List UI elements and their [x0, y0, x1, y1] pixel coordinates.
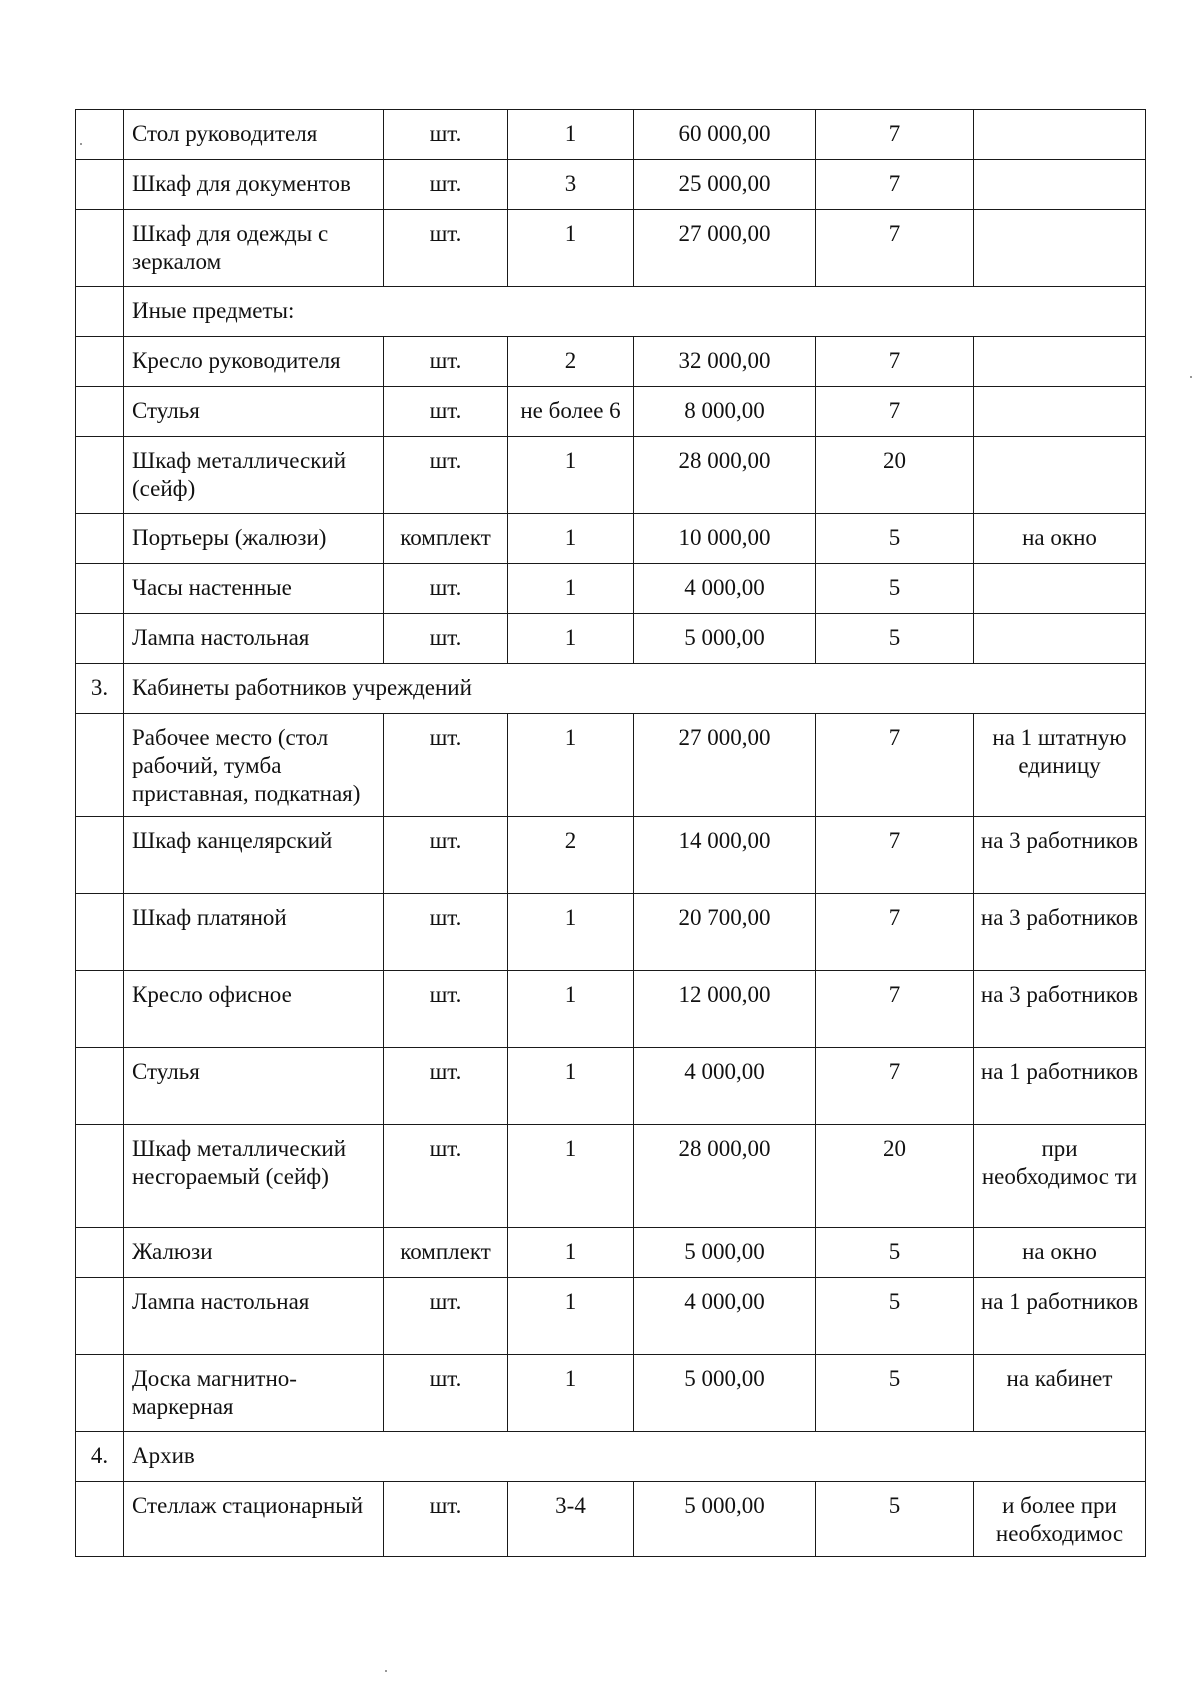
table-row — [76, 1355, 1146, 1432]
price-cell: 27 000,00 — [634, 714, 816, 817]
note-cell: на 1 штатную единицу — [974, 714, 1146, 817]
note-cell: и более при необходимос — [974, 1482, 1146, 1557]
quantity-cell: 1 — [508, 110, 634, 160]
unit-cell: шт. — [384, 894, 508, 971]
service-life-cell: 7 — [816, 714, 974, 817]
service-life-cell: 7 — [816, 817, 974, 894]
table-row — [76, 337, 1146, 387]
quantity-cell: 1 — [508, 210, 634, 287]
section-row — [76, 1432, 1146, 1482]
quantity-cell: 1 — [508, 564, 634, 614]
price-cell: 5 000,00 — [634, 1355, 816, 1432]
table-row — [76, 210, 1146, 287]
section-title-cell: Кабинеты работников учреждений — [124, 664, 1146, 714]
section-row — [76, 664, 1146, 714]
unit-cell: шт. — [384, 160, 508, 210]
row-number-cell — [76, 287, 124, 337]
service-life-cell: 20 — [816, 437, 974, 514]
row-number-cell — [76, 971, 124, 1048]
item-name-cell: Стулья — [124, 1048, 384, 1125]
row-number-cell: 4. — [76, 1432, 124, 1482]
price-cell: 8 000,00 — [634, 387, 816, 437]
unit-cell: шт. — [384, 817, 508, 894]
item-name-cell: Шкаф для документов — [124, 160, 384, 210]
item-name-cell: Рабочее место (стол рабочий, тумба приставная, подкатная) — [124, 714, 384, 817]
unit-cell: комплект — [384, 514, 508, 564]
service-life-cell: 20 — [816, 1125, 974, 1228]
quantity-cell: 1 — [508, 1228, 634, 1278]
table-row — [76, 971, 1146, 1048]
row-number-cell — [76, 514, 124, 564]
note-cell: на 3 работников — [974, 971, 1146, 1048]
unit-cell: шт. — [384, 1482, 508, 1557]
quantity-cell: 2 — [508, 817, 634, 894]
table-row — [76, 714, 1146, 817]
row-number-cell: 3. — [76, 664, 124, 714]
price-cell: 32 000,00 — [634, 337, 816, 387]
unit-cell: шт. — [384, 210, 508, 287]
table-row — [76, 1482, 1146, 1557]
service-life-cell: 7 — [816, 387, 974, 437]
note-cell: на 1 работников — [974, 1278, 1146, 1355]
table-row — [76, 160, 1146, 210]
item-name-cell: Шкаф металлический (сейф) — [124, 437, 384, 514]
note-cell: на окно — [974, 1228, 1146, 1278]
item-name-cell: Стол руководителя — [124, 110, 384, 160]
price-cell: 28 000,00 — [634, 437, 816, 514]
table-row — [76, 437, 1146, 514]
unit-cell: шт. — [384, 564, 508, 614]
item-name-cell: Доска магнитно-маркерная — [124, 1355, 384, 1432]
service-life-cell: 5 — [816, 1228, 974, 1278]
note-cell — [974, 614, 1146, 664]
unit-cell: шт. — [384, 110, 508, 160]
price-cell: 28 000,00 — [634, 1125, 816, 1228]
item-name-cell: Портьеры (жалюзи) — [124, 514, 384, 564]
unit-cell: шт. — [384, 1355, 508, 1432]
scan-speck — [80, 143, 82, 145]
table-row — [76, 1048, 1146, 1125]
quantity-cell: 1 — [508, 714, 634, 817]
price-cell: 60 000,00 — [634, 110, 816, 160]
row-number-cell — [76, 1355, 124, 1432]
table-row — [76, 1278, 1146, 1355]
row-number-cell — [76, 1125, 124, 1228]
item-name-cell: Шкаф платяной — [124, 894, 384, 971]
row-number-cell — [76, 1482, 124, 1557]
item-name-cell: Лампа настольная — [124, 614, 384, 664]
item-name-cell: Часы настенные — [124, 564, 384, 614]
table-row — [76, 564, 1146, 614]
item-name-cell: Шкаф для одежды с зеркалом — [124, 210, 384, 287]
service-life-cell: 7 — [816, 894, 974, 971]
note-cell — [974, 160, 1146, 210]
table-row — [76, 110, 1146, 160]
scan-speck — [385, 1670, 387, 1672]
note-cell: на окно — [974, 514, 1146, 564]
table-row — [76, 817, 1146, 894]
note-cell — [974, 564, 1146, 614]
row-number-cell — [76, 1228, 124, 1278]
item-name-cell: Лампа настольная — [124, 1278, 384, 1355]
unit-cell: шт. — [384, 714, 508, 817]
table-row — [76, 894, 1146, 971]
unit-cell: шт. — [384, 337, 508, 387]
table-row — [76, 514, 1146, 564]
unit-cell: шт. — [384, 614, 508, 664]
scan-speck — [1190, 376, 1192, 378]
row-number-cell — [76, 437, 124, 514]
unit-cell: шт. — [384, 387, 508, 437]
note-cell — [974, 337, 1146, 387]
quantity-cell: 1 — [508, 1048, 634, 1125]
row-number-cell — [76, 210, 124, 287]
table-row — [76, 1125, 1146, 1228]
quantity-cell: 1 — [508, 894, 634, 971]
service-life-cell: 7 — [816, 160, 974, 210]
service-life-cell: 7 — [816, 337, 974, 387]
quantity-cell: 1 — [508, 437, 634, 514]
price-cell: 5 000,00 — [634, 1228, 816, 1278]
price-cell: 25 000,00 — [634, 160, 816, 210]
row-number-cell — [76, 714, 124, 817]
unit-cell: шт. — [384, 1278, 508, 1355]
row-number-cell — [76, 1048, 124, 1125]
note-cell: на 3 работников — [974, 817, 1146, 894]
note-cell: при необходимос ти — [974, 1125, 1146, 1228]
service-life-cell: 5 — [816, 514, 974, 564]
item-name-cell: Кресло офисное — [124, 971, 384, 1048]
quantity-cell: не более 6 — [508, 387, 634, 437]
item-name-cell: Стеллаж стационарный — [124, 1482, 384, 1557]
service-life-cell: 7 — [816, 971, 974, 1048]
note-cell: на 3 работников — [974, 894, 1146, 971]
quantity-cell: 3-4 — [508, 1482, 634, 1557]
service-life-cell: 7 — [816, 110, 974, 160]
table-row — [76, 1228, 1146, 1278]
price-cell: 20 700,00 — [634, 894, 816, 971]
price-cell: 27 000,00 — [634, 210, 816, 287]
price-cell: 5 000,00 — [634, 614, 816, 664]
unit-cell: комплект — [384, 1228, 508, 1278]
quantity-cell: 1 — [508, 1125, 634, 1228]
note-cell: на кабинет — [974, 1355, 1146, 1432]
item-name-cell: Кресло руководителя — [124, 337, 384, 387]
unit-cell: шт. — [384, 971, 508, 1048]
quantity-cell: 2 — [508, 337, 634, 387]
note-cell — [974, 387, 1146, 437]
quantity-cell: 1 — [508, 614, 634, 664]
note-cell — [974, 210, 1146, 287]
item-name-cell: Стулья — [124, 387, 384, 437]
service-life-cell: 5 — [816, 564, 974, 614]
quantity-cell: 1 — [508, 1355, 634, 1432]
service-life-cell: 5 — [816, 1278, 974, 1355]
table-row — [76, 387, 1146, 437]
quantity-cell: 3 — [508, 160, 634, 210]
unit-cell: шт. — [384, 1048, 508, 1125]
item-name-cell: Жалюзи — [124, 1228, 384, 1278]
unit-cell: шт. — [384, 437, 508, 514]
unit-cell: шт. — [384, 1125, 508, 1228]
row-number-cell — [76, 160, 124, 210]
section-row — [76, 287, 1146, 337]
section-title-cell: Иные предметы: — [124, 287, 1146, 337]
row-number-cell — [76, 337, 124, 387]
equipment-norms-table — [75, 109, 1146, 1557]
table-row — [76, 614, 1146, 664]
price-cell: 4 000,00 — [634, 1048, 816, 1125]
price-cell: 4 000,00 — [634, 564, 816, 614]
note-cell — [974, 437, 1146, 514]
price-cell: 4 000,00 — [634, 1278, 816, 1355]
row-number-cell — [76, 387, 124, 437]
item-name-cell: Шкаф канцелярский — [124, 817, 384, 894]
service-life-cell: 7 — [816, 1048, 974, 1125]
row-number-cell — [76, 1278, 124, 1355]
service-life-cell: 5 — [816, 1355, 974, 1432]
note-cell: на 1 работников — [974, 1048, 1146, 1125]
quantity-cell: 1 — [508, 1278, 634, 1355]
service-life-cell: 7 — [816, 210, 974, 287]
price-cell: 14 000,00 — [634, 817, 816, 894]
section-title-cell: Архив — [124, 1432, 1146, 1482]
note-cell — [974, 110, 1146, 160]
quantity-cell: 1 — [508, 971, 634, 1048]
row-number-cell — [76, 614, 124, 664]
price-cell: 5 000,00 — [634, 1482, 816, 1557]
price-cell: 10 000,00 — [634, 514, 816, 564]
service-life-cell: 5 — [816, 614, 974, 664]
service-life-cell: 5 — [816, 1482, 974, 1557]
price-cell: 12 000,00 — [634, 971, 816, 1048]
row-number-cell — [76, 817, 124, 894]
item-name-cell: Шкаф металлический несгораемый (сейф) — [124, 1125, 384, 1228]
quantity-cell: 1 — [508, 514, 634, 564]
row-number-cell — [76, 894, 124, 971]
row-number-cell — [76, 564, 124, 614]
row-number-cell — [76, 110, 124, 160]
